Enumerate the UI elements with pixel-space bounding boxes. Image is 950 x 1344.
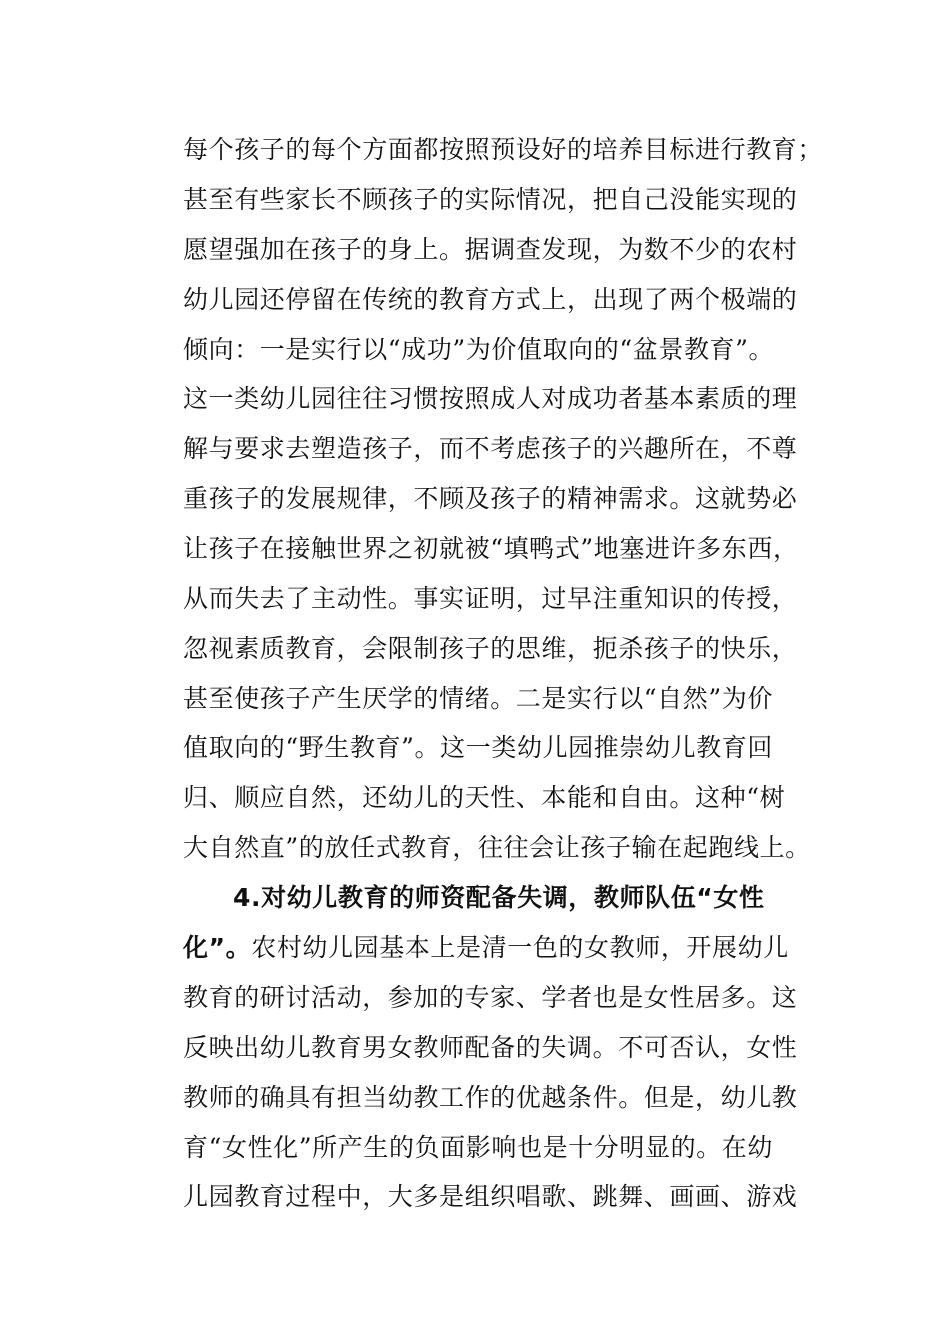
text-line: 忽视素质教育，会限制孩子的思维，扼杀孩子的快乐， xyxy=(183,634,798,663)
text-line: 教育的研讨活动，参加的专家、学者也是女性居多。这 xyxy=(183,983,798,1012)
text-line: 幼儿园还停留在传统的教育方式上，出现了两个极端的 xyxy=(183,285,798,314)
section-heading-continuation: 化”。 xyxy=(183,933,252,962)
text-line: 让孩子在接触世界之初就被“填鸭式”地塞进许多东西， xyxy=(183,534,799,563)
text-line: 每个孩子的每个方面都按照预设好的培养目标进行教育； xyxy=(183,135,824,164)
text-line: 大自然直”的放任式教育，往往会让孩子输在起跑线上。 xyxy=(183,833,811,862)
text-line: 甚至有些家长不顾孩子的实际情况，把自己没能实现的 xyxy=(183,185,798,214)
text-line: 倾向：一是实行以“成功”为价值取向的“盆景教育”。 xyxy=(183,335,775,364)
text-line xyxy=(183,933,803,963)
text-line: 重孩子的发展规律，不顾及孩子的精神需求。这就势必 xyxy=(183,484,798,513)
text-line: 这一类幼儿园往往习惯按照成人对成功者基本素质的理 xyxy=(183,384,798,413)
text-line: 值取向的“野生教育”。这一类幼儿园推崇幼儿教育回 xyxy=(183,733,773,762)
text-line: 从而失去了主动性。事实证明，过早注重知识的传授， xyxy=(183,584,798,613)
text-line: 解与要求去塑造孩子，而不考虑孩子的兴趣所在，不尊 xyxy=(183,434,798,463)
text-line: 归、顺应自然，还幼儿的天性、本能和自由。这种“树 xyxy=(183,783,786,812)
text-line: 教师的确具有担当幼教工作的优越条件。但是，幼儿教 xyxy=(183,1083,798,1112)
text-line: 甚至使孩子产生厌学的情绪。二是实行以“自然”为价 xyxy=(183,684,773,713)
text-span: 农村幼儿园基本上是清一色的女教师，开展幼儿 xyxy=(251,933,789,962)
text-line: 反映出幼儿教育男女教师配备的失调。不可否认，女性 xyxy=(183,1033,798,1062)
text-line: 愿望强加在孩子的身上。据调查发现，为数不少的农村 xyxy=(183,235,798,264)
section-heading: 4.对幼儿教育的师资配备失调，教师队伍“女性 xyxy=(233,883,765,912)
text-line: 儿园教育过程中，大多是组织唱歌、跳舞、画画、游戏 xyxy=(183,1182,798,1211)
text-line: 育“女性化”所产生的负面影响也是十分明显的。在幼 xyxy=(183,1133,773,1162)
